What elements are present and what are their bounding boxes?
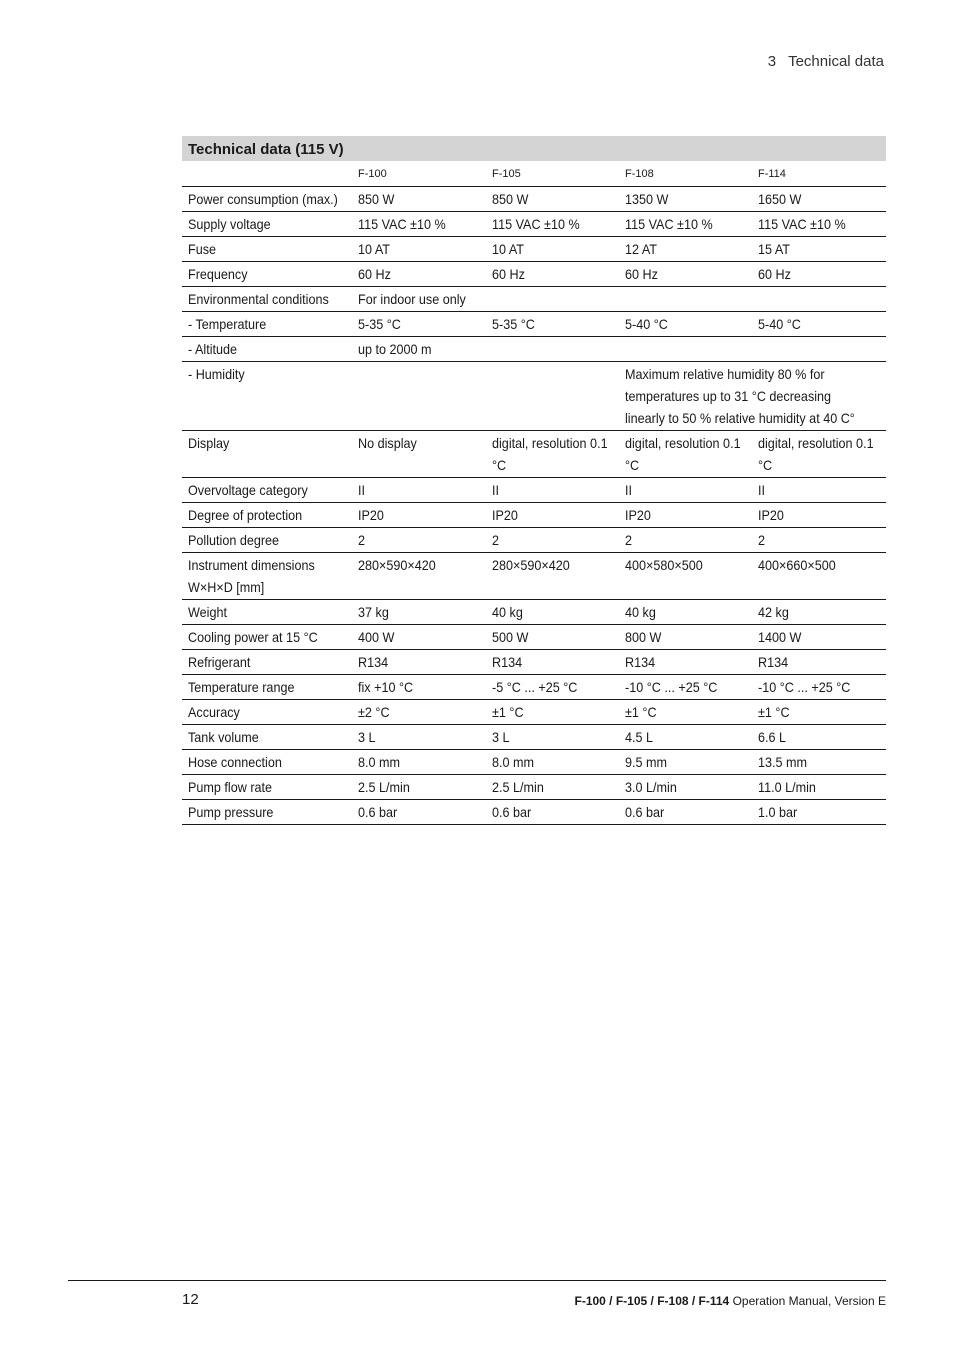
cell-f-100-text: II xyxy=(358,482,366,498)
cell-f-114-text: 1.0 bar xyxy=(758,804,798,820)
cell-f-100-text: 2 xyxy=(358,532,366,548)
humidity-note xyxy=(619,362,886,431)
page-number: 12 xyxy=(182,1291,199,1308)
cell-f-108 xyxy=(619,725,752,750)
running-header xyxy=(768,53,884,70)
table-row xyxy=(182,775,886,800)
row-label xyxy=(182,650,352,675)
table-row xyxy=(182,262,886,287)
row-label-text: Pump pressure xyxy=(188,804,274,820)
row-label-text: Refrigerant xyxy=(188,654,251,670)
row-label-text: Accuracy xyxy=(188,704,240,720)
row-label-text: - Temperature xyxy=(188,316,267,332)
cell-f-100 xyxy=(352,287,486,312)
table-row xyxy=(182,503,886,528)
cell-f-100 xyxy=(352,187,486,212)
cell-f-105 xyxy=(486,312,619,337)
cell-f-114-text: IP20 xyxy=(758,507,784,523)
row-label-text: - Altitude xyxy=(188,341,238,357)
row-label-text: Pollution degree xyxy=(188,532,280,548)
table-title: Technical data (115 V) xyxy=(182,136,886,161)
row-label-text: Supply voltage xyxy=(188,216,271,232)
cell-f-100 xyxy=(352,675,486,700)
table-row xyxy=(182,528,886,553)
cell-f-105 xyxy=(486,553,619,600)
cell-f-100 xyxy=(352,700,486,725)
cell-f-105-text: ±1 °C xyxy=(492,704,524,720)
cell-f-108-text: 400×580×500 xyxy=(625,557,703,573)
row-label xyxy=(182,800,352,825)
cell-f-108-text: 3.0 L/min xyxy=(625,779,677,795)
footer-title xyxy=(575,1294,887,1308)
row-label xyxy=(182,312,352,337)
cell-f-105-text: R134 xyxy=(492,654,523,670)
cell-f-114-text: 42 kg xyxy=(758,604,789,620)
cell-f-114 xyxy=(752,337,886,362)
cell-f-105 xyxy=(486,478,619,503)
cell-f-100 xyxy=(352,337,486,362)
cell-f-108 xyxy=(619,700,752,725)
row-label xyxy=(182,675,352,700)
footer-models: F-100 / F-105 / F-108 / F-114 xyxy=(574,1294,730,1308)
row-label-text: Power consumption (max.) xyxy=(188,191,338,207)
cell-empty xyxy=(352,362,486,431)
cell-f-108 xyxy=(619,600,752,625)
table-row xyxy=(182,362,886,431)
table-row xyxy=(182,287,886,312)
cell-f-100 xyxy=(352,725,486,750)
row-label xyxy=(182,212,352,237)
row-label-text: Hose connection xyxy=(188,754,282,770)
cell-f-108-text: 1350 W xyxy=(625,191,669,207)
cell-f-114 xyxy=(752,262,886,287)
cell-f-100 xyxy=(352,262,486,287)
cell-f-108-text: 0.6 bar xyxy=(625,804,665,820)
cell-f-114-text: II xyxy=(758,482,766,498)
row-label xyxy=(182,262,352,287)
cell-f-105 xyxy=(486,750,619,775)
cell-f-105 xyxy=(486,287,619,312)
chapter-number: 3 xyxy=(767,53,777,70)
row-label xyxy=(182,625,352,650)
cell-f-108-text: II xyxy=(625,482,633,498)
table-row xyxy=(182,625,886,650)
cell-f-105 xyxy=(486,700,619,725)
row-label xyxy=(182,237,352,262)
row-label xyxy=(182,700,352,725)
cell-f-100 xyxy=(352,431,486,478)
row-label-text: Frequency xyxy=(188,266,248,282)
cell-f-105-text: 2.5 L/min xyxy=(492,779,544,795)
cell-f-114-text: 60 Hz xyxy=(758,266,791,282)
table-row xyxy=(182,478,886,503)
cell-f-108 xyxy=(619,212,752,237)
cell-f-105-text: 10 AT xyxy=(492,241,524,257)
cell-f-114 xyxy=(752,700,886,725)
cell-f-114-text: digital, resolution 0.1 °C xyxy=(758,435,874,473)
cell-f-105 xyxy=(486,800,619,825)
cell-f-114 xyxy=(752,503,886,528)
cell-f-105-text: IP20 xyxy=(492,507,518,523)
row-label-text: - Humidity xyxy=(188,366,245,382)
cell-f-100 xyxy=(352,775,486,800)
cell-f-100 xyxy=(352,625,486,650)
cell-f-105 xyxy=(486,237,619,262)
cell-f-108 xyxy=(619,431,752,478)
model-header-f108: F-108 xyxy=(619,161,752,187)
cell-f-114 xyxy=(752,312,886,337)
cell-f-114 xyxy=(752,750,886,775)
cell-f-108 xyxy=(619,750,752,775)
cell-f-114 xyxy=(752,553,886,600)
cell-f-105 xyxy=(486,262,619,287)
cell-f-105 xyxy=(486,212,619,237)
row-label xyxy=(182,187,352,212)
cell-f-105-text: 850 W xyxy=(492,191,529,207)
table-row xyxy=(182,800,886,825)
row-label xyxy=(182,528,352,553)
cell-f-108 xyxy=(619,675,752,700)
cell-f-108-text: 2 xyxy=(625,532,633,548)
cell-empty xyxy=(486,362,619,431)
row-label-text: Degree of protection xyxy=(188,507,303,523)
cell-f-105-text: 2 xyxy=(492,532,500,548)
cell-f-114-text: 13.5 mm xyxy=(758,754,808,770)
cell-f-100-text: 3 L xyxy=(358,729,376,745)
cell-f-114 xyxy=(752,775,886,800)
cell-f-114 xyxy=(752,478,886,503)
row-label-text: Fuse xyxy=(188,241,217,257)
table-title-row xyxy=(182,136,886,161)
cell-f-105 xyxy=(486,431,619,478)
cell-f-108 xyxy=(619,237,752,262)
cell-f-114 xyxy=(752,528,886,553)
cell-f-108-text: ±1 °C xyxy=(625,704,657,720)
cell-f-114-text: ±1 °C xyxy=(758,704,790,720)
row-label xyxy=(182,750,352,775)
cell-f-108 xyxy=(619,187,752,212)
cell-f-114 xyxy=(752,287,886,312)
cell-f-114-text: 6.6 L xyxy=(758,729,787,745)
cell-f-100-text: 850 W xyxy=(358,191,395,207)
cell-f-100 xyxy=(352,478,486,503)
cell-f-108 xyxy=(619,503,752,528)
cell-f-100-text: up to 2000 m xyxy=(358,341,432,357)
cell-f-105-text: -5 °C ... +25 °C xyxy=(492,679,578,695)
cell-f-100-text: 2.5 L/min xyxy=(358,779,410,795)
cell-f-100-text: 400 W xyxy=(358,629,395,645)
technical-data-table xyxy=(182,136,886,825)
cell-f-108-text: 60 Hz xyxy=(625,266,658,282)
cell-f-108 xyxy=(619,337,752,362)
cell-f-114-text: -10 °C ... +25 °C xyxy=(758,679,851,695)
table-row xyxy=(182,312,886,337)
cell-f-108-text: 9.5 mm xyxy=(625,754,668,770)
cell-f-100 xyxy=(352,312,486,337)
table-row xyxy=(182,553,886,600)
table-row xyxy=(182,212,886,237)
cell-f-108 xyxy=(619,478,752,503)
row-label-text: Instrument dimensions W×H×D [mm] xyxy=(188,557,315,595)
table-row xyxy=(182,725,886,750)
cell-f-108 xyxy=(619,775,752,800)
row-label-text: Weight xyxy=(188,604,227,620)
cell-f-100-text: fix +10 °C xyxy=(358,679,414,695)
cell-f-105-text: 280×590×420 xyxy=(492,557,570,573)
row-label xyxy=(182,287,352,312)
cell-f-100-text: ±2 °C xyxy=(358,704,390,720)
cell-f-100-text: 0.6 bar xyxy=(358,804,398,820)
table-row xyxy=(182,431,886,478)
table-row xyxy=(182,700,886,725)
cell-f-108 xyxy=(619,312,752,337)
table-row xyxy=(182,650,886,675)
cell-f-100 xyxy=(352,600,486,625)
cell-f-105 xyxy=(486,187,619,212)
cell-f-114 xyxy=(752,650,886,675)
model-header-f114: F-114 xyxy=(752,161,886,187)
cell-f-108-text: digital, resolution 0.1 °C xyxy=(625,435,741,473)
cell-f-100 xyxy=(352,650,486,675)
cell-f-108-text: 4.5 L xyxy=(625,729,654,745)
row-label-text: Temperature range xyxy=(188,679,295,695)
cell-f-105-text: 115 VAC ±10 % xyxy=(492,216,580,232)
row-label-text: Tank volume xyxy=(188,729,259,745)
cell-f-108 xyxy=(619,625,752,650)
cell-f-114-text: 2 xyxy=(758,532,766,548)
row-label xyxy=(182,431,352,478)
cell-f-100 xyxy=(352,528,486,553)
footer-rule xyxy=(68,1280,886,1281)
cell-f-108-text: 115 VAC ±10 % xyxy=(625,216,713,232)
cell-f-100 xyxy=(352,800,486,825)
row-label xyxy=(182,503,352,528)
cell-f-114-text: 1400 W xyxy=(758,629,802,645)
row-label xyxy=(182,362,352,431)
table-row xyxy=(182,675,886,700)
cell-f-105-text: II xyxy=(492,482,500,498)
humidity-note-line: Maximum relative humidity 80 % for xyxy=(625,366,825,382)
cell-f-105-text: 8.0 mm xyxy=(492,754,535,770)
cell-f-108 xyxy=(619,528,752,553)
cell-f-105 xyxy=(486,337,619,362)
table-row xyxy=(182,750,886,775)
cell-f-100 xyxy=(352,212,486,237)
cell-f-114 xyxy=(752,212,886,237)
model-header-f105: F-105 xyxy=(486,161,619,187)
cell-f-114-text: 15 AT xyxy=(758,241,790,257)
cell-f-105 xyxy=(486,675,619,700)
cell-f-114 xyxy=(752,187,886,212)
table-row xyxy=(182,237,886,262)
cell-f-114 xyxy=(752,675,886,700)
model-header-blank xyxy=(182,161,352,187)
row-label-text: Pump flow rate xyxy=(188,779,273,795)
model-header-f100: F-100 xyxy=(352,161,486,187)
table-row xyxy=(182,187,886,212)
cell-f-105-text: digital, resolution 0.1 °C xyxy=(492,435,608,473)
cell-f-105-text: 5-35 °C xyxy=(492,316,535,332)
cell-f-114-text: 1650 W xyxy=(758,191,802,207)
cell-f-114 xyxy=(752,725,886,750)
cell-f-108-text: -10 °C ... +25 °C xyxy=(625,679,718,695)
cell-f-100 xyxy=(352,553,486,600)
cell-f-114-text: 5-40 °C xyxy=(758,316,801,332)
technical-data-table-body xyxy=(182,136,886,825)
table-row xyxy=(182,600,886,625)
cell-f-105-text: 60 Hz xyxy=(492,266,525,282)
cell-f-100 xyxy=(352,503,486,528)
model-header-row xyxy=(182,161,886,187)
humidity-note-line: linearly to 50 % relative humidity at 40 C° xyxy=(625,410,855,426)
cell-f-105 xyxy=(486,600,619,625)
row-label xyxy=(182,337,352,362)
cell-f-108-text: 800 W xyxy=(625,629,662,645)
cell-f-114 xyxy=(752,800,886,825)
cell-f-100 xyxy=(352,750,486,775)
cell-f-108-text: 12 AT xyxy=(625,241,657,257)
row-label-text: Overvoltage category xyxy=(188,482,308,498)
row-label xyxy=(182,600,352,625)
cell-f-100-text: 8.0 mm xyxy=(358,754,401,770)
cell-f-114 xyxy=(752,237,886,262)
cell-f-108-text: 5-40 °C xyxy=(625,316,668,332)
cell-f-105-text: 0.6 bar xyxy=(492,804,532,820)
cell-f-105-text: 40 kg xyxy=(492,604,523,620)
cell-f-108-text: IP20 xyxy=(625,507,651,523)
row-label-text: Environmental conditions xyxy=(188,291,329,307)
row-label xyxy=(182,553,352,600)
row-label xyxy=(182,478,352,503)
cell-f-108 xyxy=(619,553,752,600)
cell-f-100-text: No display xyxy=(358,435,417,451)
cell-f-114-text: 400×660×500 xyxy=(758,557,836,573)
chapter-title: Technical data xyxy=(788,53,884,70)
cell-f-108 xyxy=(619,650,752,675)
cell-f-108 xyxy=(619,800,752,825)
cell-f-100-text: R134 xyxy=(358,654,389,670)
cell-f-108-text: R134 xyxy=(625,654,656,670)
cell-f-100-text: IP20 xyxy=(358,507,384,523)
row-label-text: Display xyxy=(188,435,230,451)
cell-f-100-text: For indoor use only xyxy=(358,291,466,307)
cell-f-114 xyxy=(752,431,886,478)
cell-f-100-text: 5-35 °C xyxy=(358,316,401,332)
cell-f-114 xyxy=(752,625,886,650)
humidity-note-line: temperatures up to 31 °C decreasing xyxy=(625,388,832,404)
cell-f-114 xyxy=(752,600,886,625)
cell-f-100-text: 10 AT xyxy=(358,241,390,257)
cell-f-105 xyxy=(486,503,619,528)
cell-f-114-text: 11.0 L/min xyxy=(758,779,816,795)
cell-f-100 xyxy=(352,237,486,262)
row-label-text: Cooling power at 15 °C xyxy=(188,629,318,645)
cell-f-105 xyxy=(486,625,619,650)
cell-f-100-text: 60 Hz xyxy=(358,266,391,282)
cell-f-108 xyxy=(619,262,752,287)
cell-f-105-text: 500 W xyxy=(492,629,529,645)
table-row xyxy=(182,337,886,362)
cell-f-100-text: 115 VAC ±10 % xyxy=(358,216,446,232)
cell-f-105 xyxy=(486,725,619,750)
cell-f-100-text: 280×590×420 xyxy=(358,557,436,573)
footer-doc-title: Operation Manual, Version E xyxy=(729,1294,886,1308)
cell-f-105-text: 3 L xyxy=(492,729,510,745)
cell-f-105 xyxy=(486,775,619,800)
row-label xyxy=(182,725,352,750)
row-label xyxy=(182,775,352,800)
cell-f-108-text: 40 kg xyxy=(625,604,656,620)
cell-f-114-text: R134 xyxy=(758,654,789,670)
cell-f-105 xyxy=(486,528,619,553)
cell-f-100-text: 37 kg xyxy=(358,604,389,620)
cell-f-114-text: 115 VAC ±10 % xyxy=(758,216,846,232)
cell-f-105 xyxy=(486,650,619,675)
cell-f-108 xyxy=(619,287,752,312)
